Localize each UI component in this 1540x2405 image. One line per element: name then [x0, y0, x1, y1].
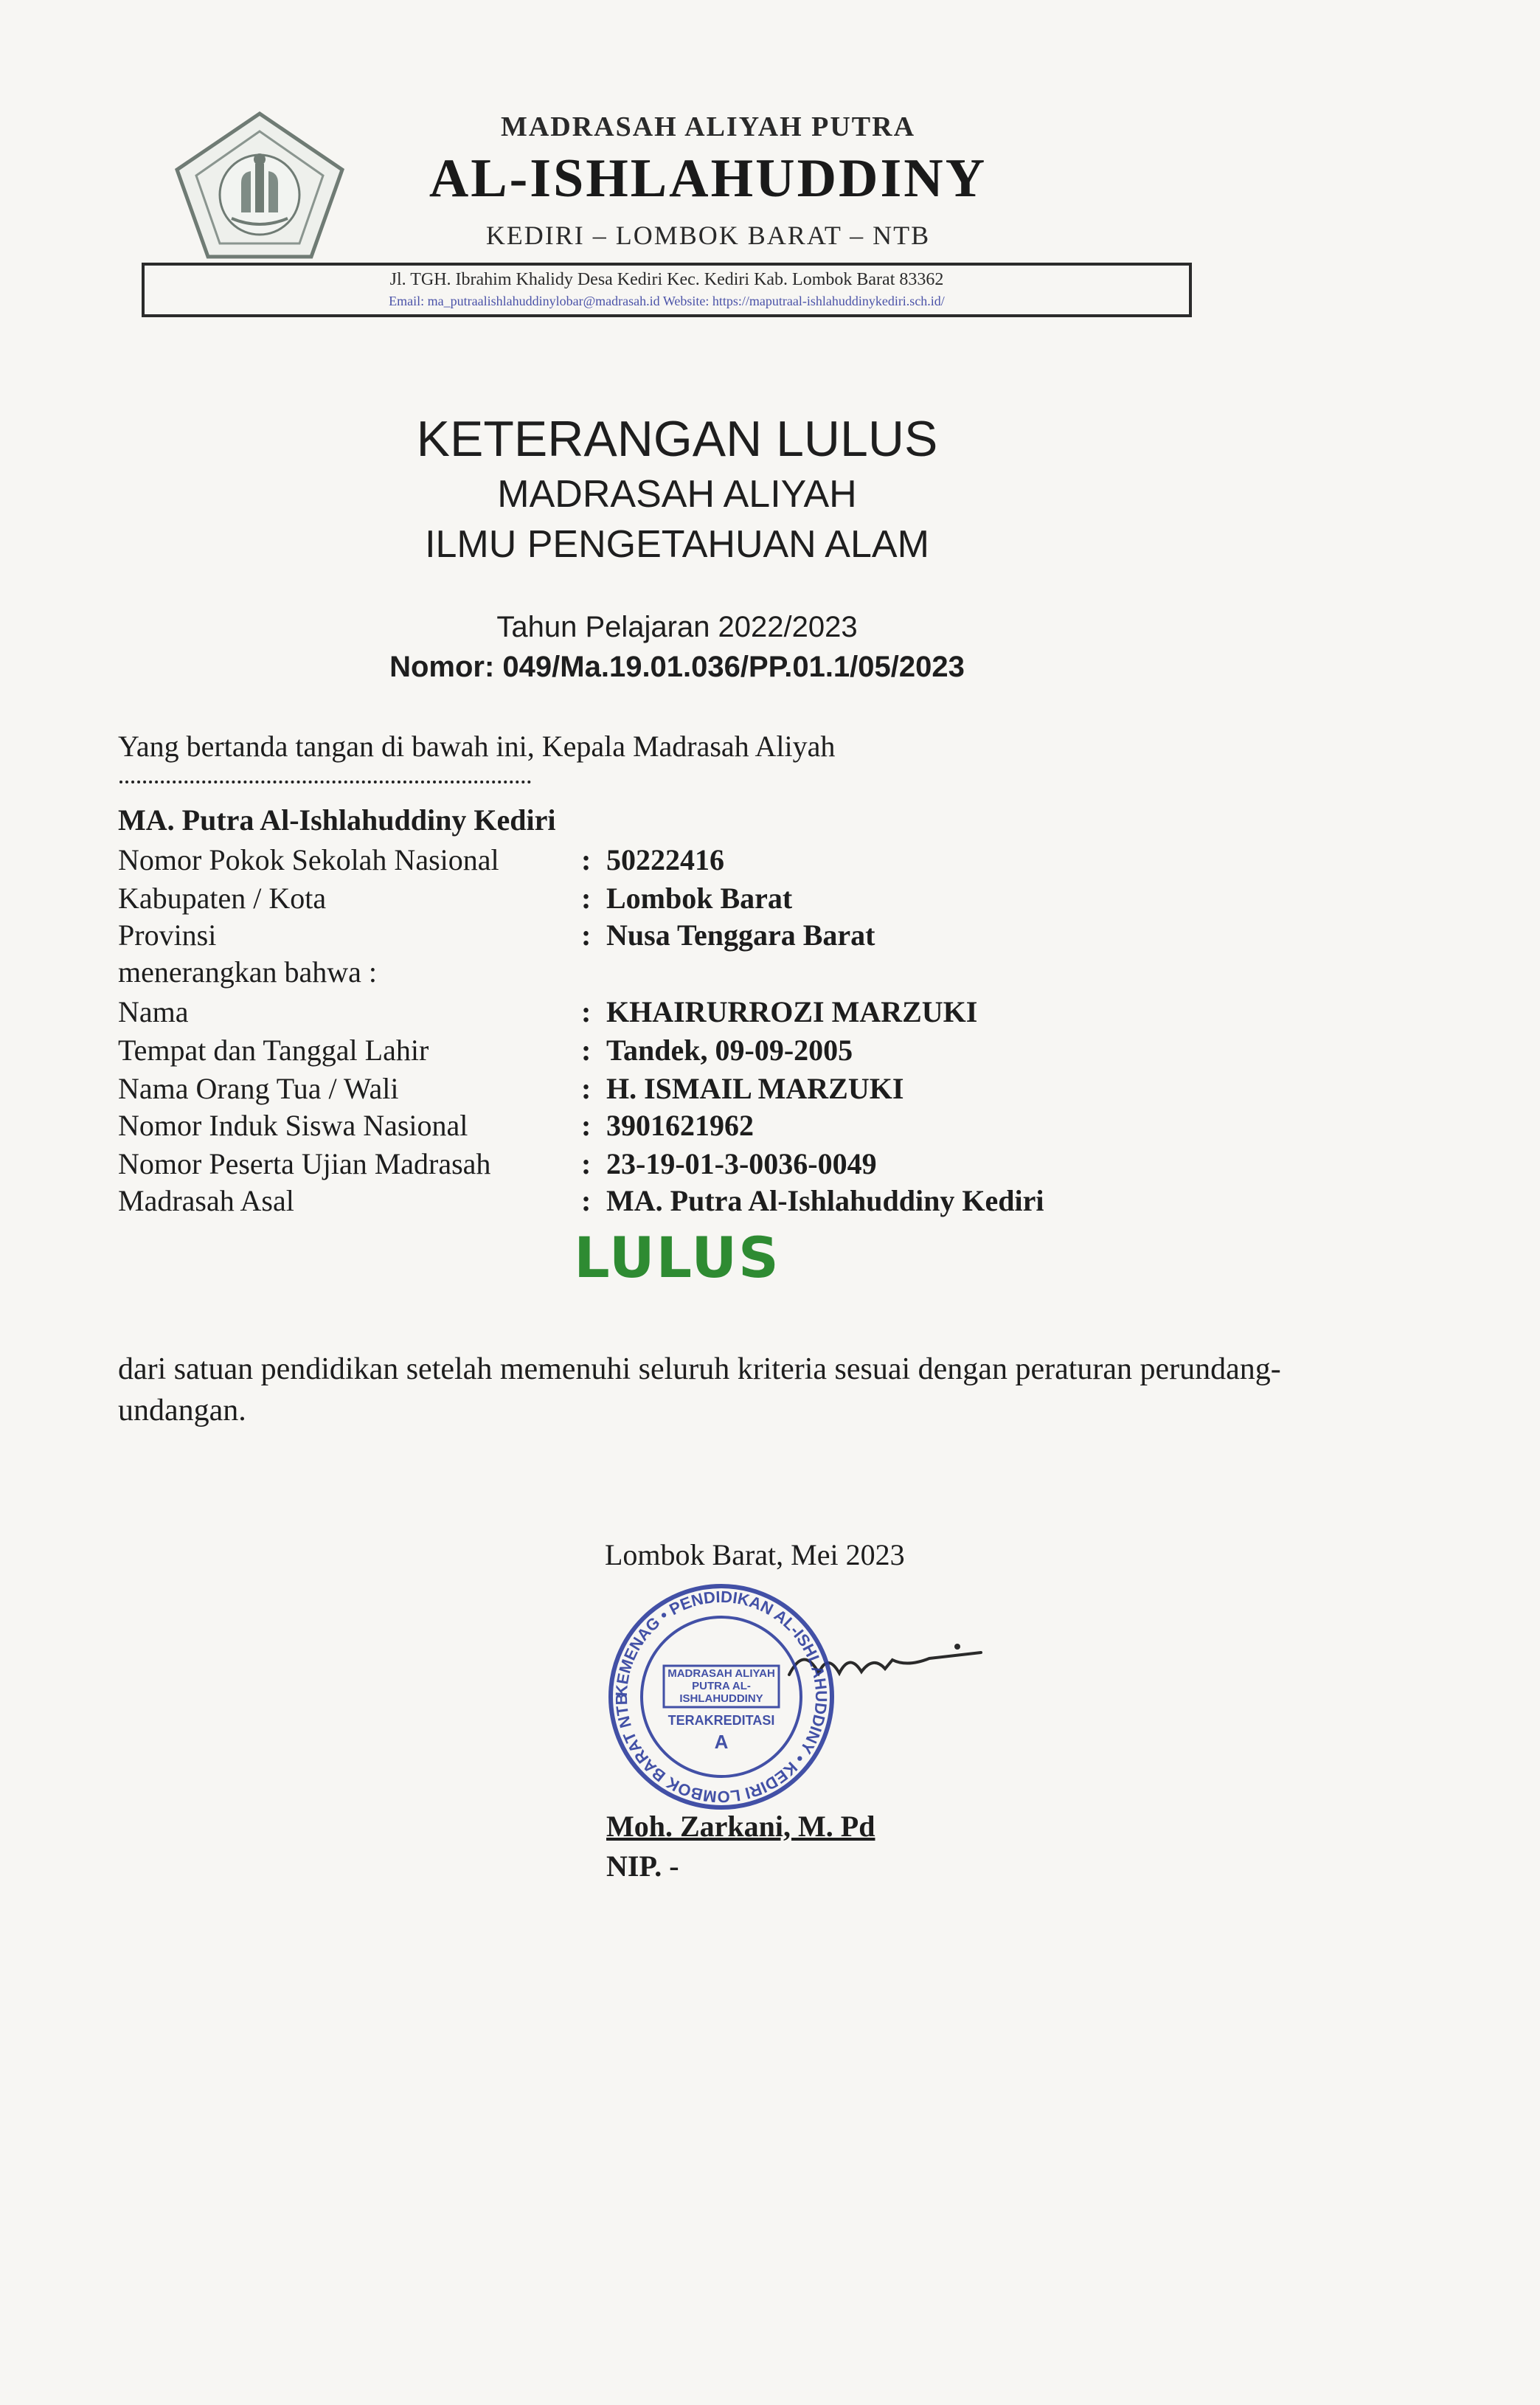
letterhead-institution-type: MADRASAH ALIYAH PUTRA — [500, 111, 916, 142]
field-colon: : — [581, 1184, 592, 1217]
intro-text: Yang bertanda tangan di bawah ini, Kepala Madrasah Aliyah — [118, 730, 836, 763]
letterhead-institution-name: AL-ISHLAHUDDINY — [429, 148, 988, 209]
signer-name: Moh. Zarkani, M. Pd — [606, 1810, 875, 1843]
field-colon: : — [581, 843, 592, 876]
field-value: KHAIRURROZI MARZUKI — [606, 995, 978, 1028]
field-row — [118, 1146, 1269, 1185]
school-crest-icon — [171, 109, 348, 261]
document-number: Nomor: 049/Ma.19.01.036/PP.01.1/05/2023 — [389, 651, 965, 683]
field-colon: : — [581, 1034, 592, 1067]
document-subtitle-program: ILMU PENGETAHUAN ALAM — [425, 523, 929, 566]
field-label: Nomor Pokok Sekolah Nasional — [118, 843, 499, 876]
field-row — [118, 1108, 1269, 1146]
field-label: Madrasah Asal — [118, 1184, 294, 1217]
letterhead-address-box — [142, 263, 1192, 317]
field-row — [118, 994, 1269, 1033]
document-title: KETERANGAN LULUS — [416, 411, 938, 467]
field-label: Nama — [118, 995, 189, 1028]
place-date: Lombok Barat, Mei 2023 — [605, 1538, 905, 1571]
field-value: H. ISMAIL MARZUKI — [606, 1072, 904, 1105]
field-colon: : — [581, 1072, 592, 1105]
field-colon: : — [581, 918, 592, 952]
letterhead-location: KEDIRI – LOMBOK BARAT – NTB — [485, 221, 931, 250]
field-value: Tandek, 09-09-2005 — [606, 1034, 853, 1067]
field-label: Nomor Peserta Ujian Madrasah — [118, 1147, 491, 1180]
stamp-accreditation: TERAKREDITASI — [667, 1713, 775, 1728]
field-value: 50222416 — [606, 843, 724, 876]
field-colon: : — [581, 995, 592, 1028]
dotted-line — [119, 781, 531, 783]
field-label: Provinsi — [118, 918, 217, 952]
academic-year: Tahun Pelajaran 2022/2023 — [496, 611, 858, 643]
graduation-result: LULUS — [574, 1225, 780, 1290]
field-colon: : — [581, 882, 592, 915]
declare-text: menerangkan bahwa : — [118, 955, 377, 989]
field-value: 23-19-01-3-0036-0049 — [606, 1147, 877, 1180]
field-colon: : — [581, 1147, 592, 1180]
field-label: Nomor Induk Siswa Nasional — [118, 1109, 468, 1142]
signer-nip: NIP. - — [606, 1849, 679, 1883]
field-label: Nama Orang Tua / Wali — [118, 1072, 399, 1105]
field-value: Lombok Barat — [606, 882, 793, 915]
field-row — [118, 842, 1269, 881]
school-name: MA. Putra Al-Ishlahuddiny Kediri — [118, 803, 556, 837]
letterhead-contact: Email: ma_putraalishlahuddinylobar@madrasah.id Website: https://maputraal-ishlahuddinykediri.sch.id/ — [389, 294, 945, 308]
field-row — [118, 918, 1269, 956]
closing-text: dari satuan pendidikan setelah memenuhi seluruh kriteria sesuai dengan peraturan perundang-undangan. — [118, 1352, 1281, 1428]
field-row — [118, 1183, 1269, 1222]
field-row — [118, 1071, 1269, 1110]
field-value: Nusa Tenggara Barat — [606, 918, 875, 952]
field-row — [118, 881, 1269, 919]
field-label: Tempat dan Tanggal Lahir — [118, 1034, 429, 1067]
field-row — [118, 1033, 1269, 1071]
field-colon: : — [581, 1109, 592, 1142]
letterhead-address: Jl. TGH. Ibrahim Khalidy Desa Kediri Kec. Kediri Kab. Lombok Barat 83362 — [389, 270, 944, 289]
field-label: Kabupaten / Kota — [118, 882, 327, 915]
field-value: MA. Putra Al-Ishlahuddiny Kediri — [606, 1184, 1044, 1217]
field-value: 3901621962 — [606, 1109, 754, 1142]
stamp-ring-text: KEMENAG • PENDIDIKAN AL-ISHLAHUDDINY • KEDIRI LOMBOK BARAT NTB — [611, 1587, 831, 1807]
stamp-grade: A — [714, 1731, 729, 1753]
document-subtitle-level: MADRASAH ALIYAH — [497, 473, 857, 516]
official-stamp-icon — [596, 1579, 847, 1815]
stamp-center-text: MADRASAH ALIYAH PUTRA AL-ISHLAHUDDINY — [667, 1667, 775, 1705]
